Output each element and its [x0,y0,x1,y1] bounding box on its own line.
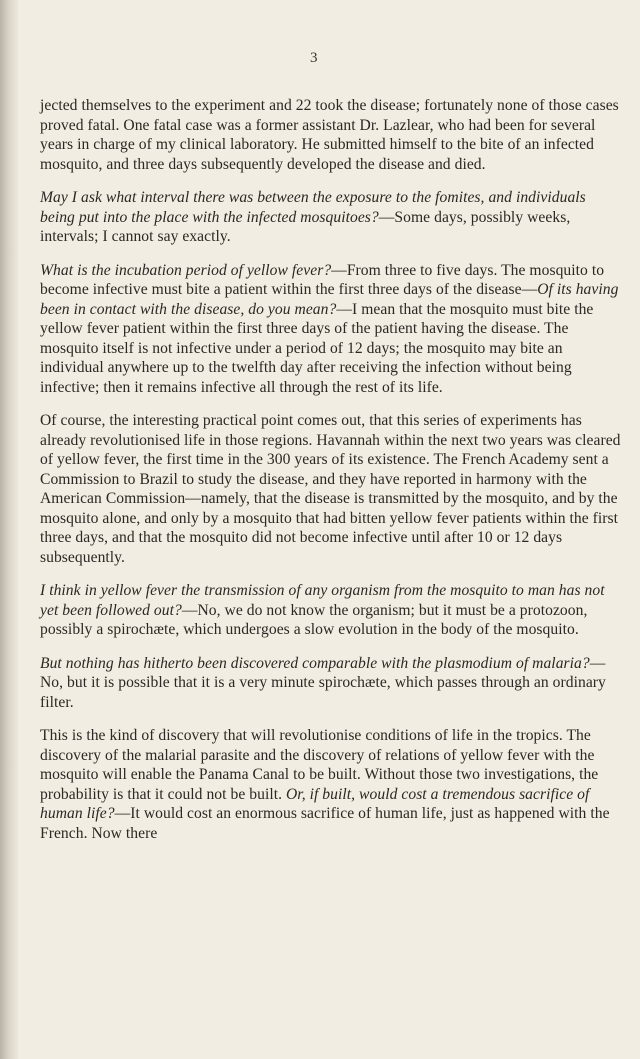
paragraph-1 [40,96,624,174]
paragraph-5-question: I think in yellow fever the transmission of any organism from the mosquito to man has not yet been followed out? [40,582,605,619]
paragraph-6-question: But nothing has hitherto been discovered comparable with the plasmodium of malaria? [40,654,590,672]
book-spine-shadow [0,0,18,1059]
paragraph-7-answer: —It would cost an enormous sacrifice of human life, just as happened with the French. Now there [40,805,610,842]
paragraph-3 [40,261,624,398]
paragraph-5 [40,581,624,640]
paragraph-6 [40,654,624,713]
paragraph-5-answer: —No, we do not know the organism; but it must be a protozoon, possibly a spirochæte, which undergoes a slow evolution in the body of the mosquito. [40,601,588,638]
paragraph-1-text: jected themselves to the experiment and 22 took the disease; fortunately none of those cases proved fatal. One fatal case was a former assistant Dr. Lazlear, who had been for several years in charge of my clinical laboratory. He submitted himself to the bite of an infected mosquito, and three days subsequently developed the disease and died. [40,97,619,173]
paragraph-3-question: What is the incubation period of yellow fever? [40,261,332,279]
paragraph-2 [40,188,624,247]
paragraph-6-answer: —No, but it is possible that it is a very minute spirochæte, which passes through an ordinary filter. [40,654,606,711]
paragraph-2-answer: —Some days, possibly weeks, intervals; I cannot say exactly. [40,208,571,245]
paragraph-2-question: May I ask what interval there was between the exposure to the fomites, and individuals being put into the place with the infected mosquitoes? [40,189,586,226]
paragraph-4 [40,411,624,567]
paragraph-3-interjection: Of its having been in contact with the disease, do you mean? [40,281,619,318]
paragraph-7 [40,726,624,843]
paragraph-4-text: Of course, the interesting practical point comes out, that this series of experiments has already revolutionised life in those regions. Havannah within the next two years was cleared of yellow fever, the first time in the 300 years of its existence. The French Academy sent a Commission to Brazil to study the disease, and they have reported in harmony with the American Commission—namely, that the disease is transmitted by the mosquito, and by the mosquito alone, and only by a mosquito that had bitten yellow fever patients within the first three days, and that the mosquito did not become infective until after 10 or 12 days subsequently. [40,412,621,566]
document-page [40,52,624,857]
paragraph-3-answer-part-2: —I mean that the mosquito must bite the yellow fever patient within the first three days of the patient having the disease. The mosquito itself is not infective under a period of 12 days; the mosquito may bite an individual anywhere up to the twelfth day after receiving the infection without being infective; then it remains infective all through the rest of its life. [40,300,594,396]
paragraph-3-answer-part-1: —From three to five days. The mosquito to become infective must bite a patient within the first three days of the disease— [40,261,605,298]
paragraph-7-question: Or, if built, would cost a tremendous sacrifice of human life? [40,785,590,822]
page-number: 3 [310,50,318,66]
paragraph-7-text: This is the kind of discovery that will revolutionise conditions of life in the tropics. The discovery of the malarial parasite and the discovery of relations of yellow fever with the mosquito will enable the Panama Canal to be built. Without those two investigations, the probability is that it could not be built. [40,727,599,803]
